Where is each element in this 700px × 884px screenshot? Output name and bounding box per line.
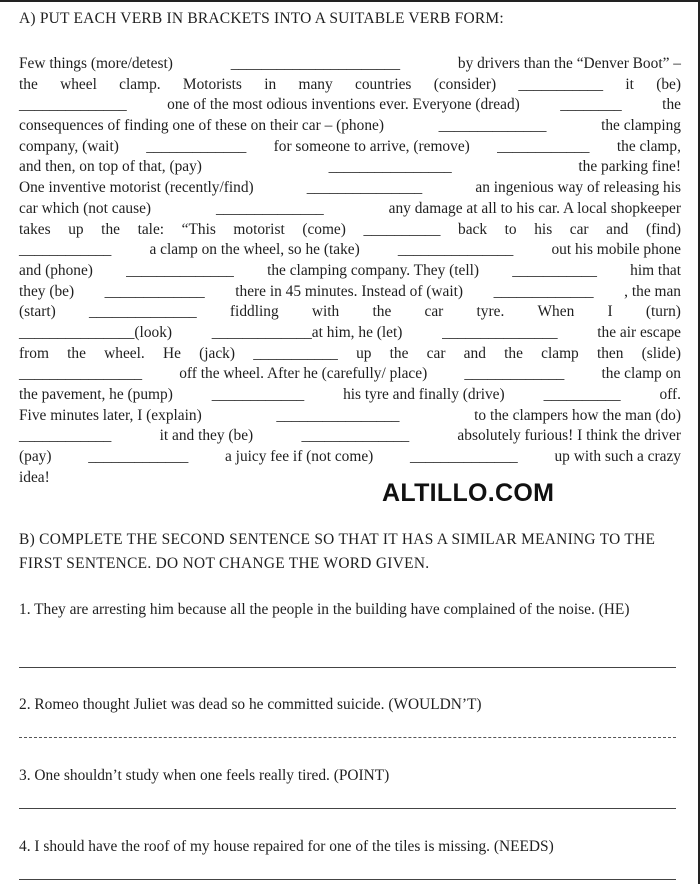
- answer-blank[interactable]: ____________: [19, 427, 112, 445]
- passage-text: up: [68, 220, 84, 238]
- answer-blank[interactable]: _______________: [442, 323, 558, 341]
- question-2: 2. Romeo thought Juliet was dead so he committed suicide. (WOULDN’T): [19, 696, 482, 713]
- passage-line: [19, 302, 681, 323]
- passage-text: , the man: [624, 282, 681, 300]
- passage-line: [19, 54, 681, 75]
- answer-blank[interactable]: ______________________: [230, 55, 401, 72]
- answer-blank[interactable]: ____________: [19, 241, 112, 259]
- passage-text: any damage at all to his car. A local shopkeeper: [388, 199, 681, 217]
- passage-text: and then, on top of that, (pay): [19, 158, 202, 176]
- passage-text: the: [389, 344, 409, 362]
- passage-text: back: [458, 220, 488, 238]
- passage-line: [19, 137, 681, 158]
- passage-text: up with such a crazy: [554, 448, 681, 466]
- passage-text: (come): [302, 220, 346, 238]
- passage-text: clamp.: [119, 75, 161, 93]
- passage-text: (slide): [641, 344, 681, 362]
- passage-text: for someone to arrive, (remove): [273, 137, 470, 155]
- passage-text: Few things (more/detest): [19, 55, 173, 72]
- passage-text: (turn): [645, 303, 681, 321]
- passage-text: a clamp on the wheel, so he (take): [149, 241, 360, 259]
- passage-text: tale:: [137, 220, 165, 238]
- answer-blank[interactable]: ______________: [126, 261, 234, 279]
- passage-line: [19, 282, 681, 303]
- answer-blank[interactable]: _____________at him, he (let): [211, 323, 403, 341]
- passage-line: [19, 75, 681, 96]
- passage-text: (be): [656, 75, 681, 93]
- passage-text: and: [463, 344, 486, 362]
- passage-text: the: [372, 303, 392, 321]
- passage-line: [19, 157, 681, 178]
- passage-text: One inventive motorist (recently/find): [19, 179, 254, 197]
- passage-text: his: [534, 220, 553, 238]
- passage-text: and: [606, 220, 629, 238]
- question-4: 4. I should have the roof of my house repaired for one of the tiles is missing. (NEEDS): [19, 838, 554, 855]
- answer-blank[interactable]: _____________: [464, 365, 565, 383]
- passage-text: him that: [630, 261, 681, 279]
- passage-text: the parking fine!: [578, 158, 681, 176]
- answer-line-3[interactable]: [19, 808, 676, 809]
- passage-text: it: [625, 75, 634, 93]
- passage-text: car: [424, 303, 444, 321]
- passage-text: out his mobile phone: [551, 241, 681, 259]
- passage-text: company, (wait): [19, 137, 119, 155]
- section-a-title: A) PUT EACH VERB IN BRACKETS INTO A SUITABLE VERB FORM:: [19, 10, 504, 27]
- passage-line: [19, 385, 681, 406]
- answer-blank[interactable]: ________________: [276, 406, 400, 424]
- answer-blank[interactable]: ___________: [518, 75, 604, 93]
- passage-text: the: [101, 220, 120, 238]
- passage-text: car which (not cause): [19, 199, 152, 217]
- passage-text: the clamp,: [616, 137, 681, 155]
- answer-line-4[interactable]: [19, 879, 676, 880]
- passage-text: many: [298, 75, 333, 93]
- passage-line: [19, 220, 681, 241]
- answer-blank[interactable]: ____________: [497, 137, 590, 155]
- passage-line: [19, 261, 681, 282]
- answer-line-2[interactable]: [19, 737, 676, 738]
- answer-blank[interactable]: _____________: [493, 282, 594, 300]
- passage-text: up: [356, 344, 372, 362]
- passage-text: there in 45 minutes. Instead of (wait): [235, 282, 464, 300]
- answer-blank[interactable]: ___________: [253, 344, 338, 362]
- passage-text: the air escape: [597, 323, 681, 341]
- passage-text: idea!: [19, 468, 50, 486]
- question-1: 1. They are arresting him because all the people in the building have complained of the noise. (HE): [19, 601, 630, 618]
- passage-text: car: [426, 344, 446, 362]
- passage-text: the clamp on: [601, 365, 681, 383]
- answer-blank[interactable]: _____________: [104, 282, 205, 300]
- passage-text: car: [569, 220, 589, 238]
- passage-line: [19, 364, 681, 385]
- passage-text: Motorists: [182, 75, 242, 93]
- section-b-title: B) COMPLETE THE SECOND SENTENCE SO THAT IT HAS A SIMILAR MEANING TO THE FIRST SENTENCE. DO NOT CHANGE THE WORD GIVEN.: [19, 531, 656, 572]
- answer-blank[interactable]: ________________: [19, 365, 143, 383]
- passage-text: then: [596, 344, 624, 362]
- passage-line: [19, 447, 681, 468]
- answer-blank[interactable]: __________: [543, 386, 621, 403]
- answer-blank[interactable]: _______________: [397, 241, 514, 259]
- passage-text: to the clampers how the man (do): [474, 406, 681, 424]
- passage-text: the: [662, 96, 681, 114]
- answer-blank[interactable]: _____________: [146, 137, 247, 155]
- passage-text: motorist: [233, 220, 285, 238]
- passage-text: to: [504, 220, 517, 238]
- passage-text: from: [19, 344, 49, 362]
- passage-line: [19, 116, 681, 137]
- passage-line: [19, 199, 681, 220]
- answer-blank[interactable]: ____________: [211, 386, 305, 403]
- passage-text: takes: [19, 220, 51, 238]
- passage-text: (consider): [433, 75, 497, 93]
- passage-text: by drivers than the “Denver Boot” –: [457, 55, 681, 72]
- passage-text: wheel.: [104, 344, 145, 362]
- passage-line: [19, 344, 681, 365]
- answer-blank[interactable]: _____________: [88, 448, 189, 466]
- passage-text: (find): [645, 220, 681, 238]
- answer-blank[interactable]: ______________: [19, 96, 127, 114]
- answer-blank[interactable]: ______________: [438, 117, 547, 135]
- passage-text: (pay): [19, 448, 52, 466]
- passage-text: the: [504, 344, 523, 362]
- passage-text: with: [311, 303, 340, 321]
- question-3: 3. One shouldn’t study when one feels really tired. (POINT): [19, 767, 390, 784]
- passage-text: and (phone): [19, 261, 93, 279]
- passage-text: He: [162, 344, 181, 362]
- passage-text: the clamping company. They (tell): [267, 261, 480, 279]
- passage-text: the pavement, he (pump): [19, 386, 173, 403]
- passage-text: off.: [659, 386, 681, 403]
- answer-blank[interactable]: _______________(look): [19, 323, 173, 341]
- passage-text: fiddling: [229, 303, 279, 321]
- passage-text: Five minutes later, I (explain): [19, 406, 202, 424]
- answer-blank[interactable]: __________: [363, 220, 441, 238]
- passage-text: consequences of finding one of these on their car – (phone): [19, 117, 384, 135]
- answer-blank[interactable]: ______________: [88, 303, 197, 321]
- passage-line: [19, 323, 681, 344]
- answer-blank[interactable]: _______________: [306, 179, 423, 197]
- answer-blank[interactable]: ______________: [215, 199, 324, 217]
- passage-text: they (be): [19, 282, 75, 300]
- passage-line: [19, 406, 681, 427]
- passage-line: [19, 426, 681, 447]
- passage-text: the: [67, 344, 86, 362]
- passage-text: it and they (be): [159, 427, 254, 445]
- answer-blank[interactable]: ______________: [301, 427, 410, 445]
- passage-text: off the wheel. After he (carefully/ place): [179, 365, 428, 383]
- answer-blank[interactable]: ________: [560, 96, 622, 114]
- passage-text: an ingenious way of releasing his: [475, 179, 681, 197]
- passage-text: (start): [19, 303, 56, 321]
- passage-text: one of the most odious inventions ever. Everyone (dread): [167, 96, 520, 114]
- passage-text: a juicy fee if (not come): [225, 448, 374, 466]
- passage-text: wheel: [60, 75, 97, 93]
- passage-text: I: [607, 303, 613, 321]
- passage-text: countries: [355, 75, 412, 93]
- passage-line: [19, 468, 681, 489]
- watermark: ALTILLO.COM: [382, 479, 555, 507]
- answer-blank[interactable]: ___________: [512, 261, 597, 279]
- passage-text: clamp: [541, 344, 579, 362]
- passage-text: (jack): [199, 344, 235, 362]
- passage-text: absolutely furious! I think the driver: [457, 427, 681, 445]
- answer-blank[interactable]: ________________: [328, 158, 452, 176]
- passage-text: “This: [181, 220, 216, 238]
- passage-text: his tyre and finally (drive): [343, 386, 505, 403]
- passage-line: [19, 95, 681, 116]
- answer-line-1[interactable]: [19, 667, 676, 668]
- passage-line: [19, 240, 681, 261]
- verb-exercise-passage: [19, 54, 681, 488]
- passage-text: the: [19, 75, 38, 93]
- passage-text: in: [264, 75, 277, 93]
- passage-text: When: [537, 303, 575, 321]
- answer-blank[interactable]: ______________: [410, 448, 518, 466]
- passage-line: [19, 178, 681, 199]
- passage-text: tyre.: [476, 303, 505, 321]
- passage-text: the clamping: [601, 117, 681, 135]
